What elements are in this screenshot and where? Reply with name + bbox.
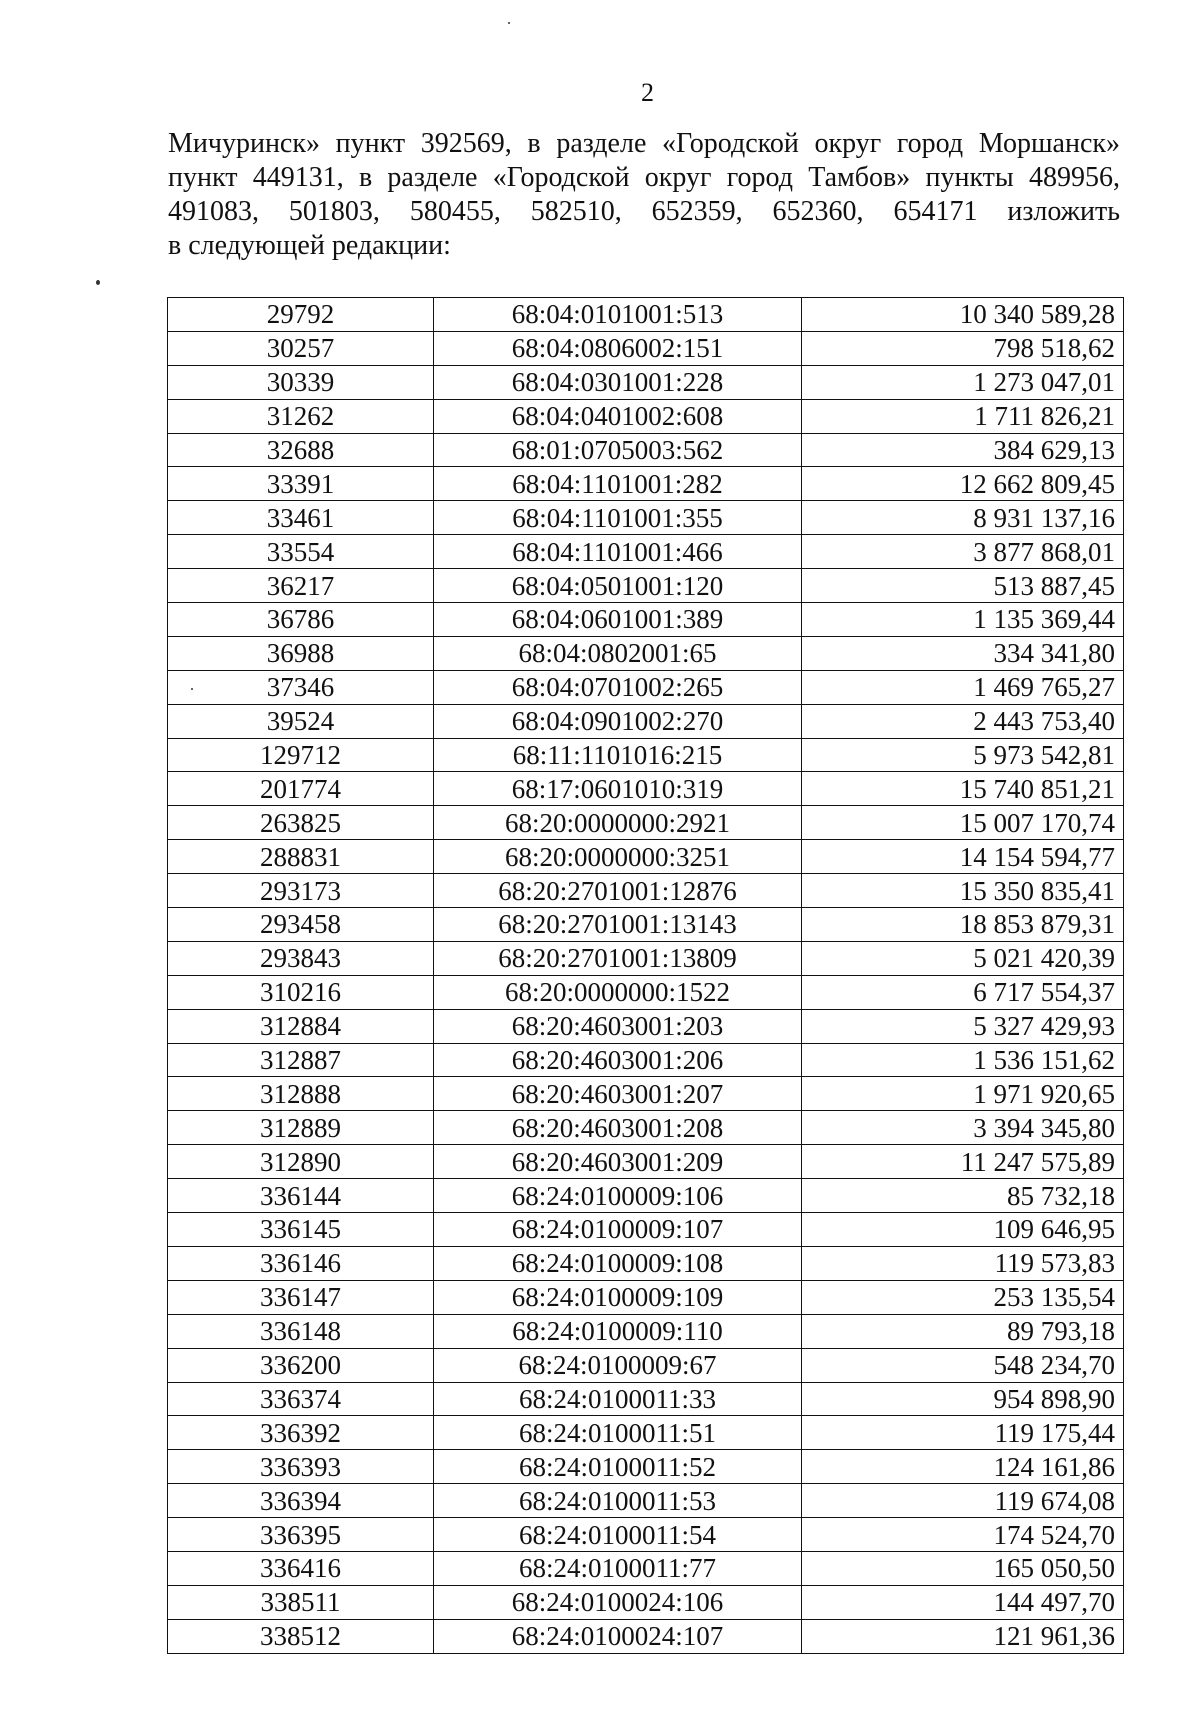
cadastral-value-cell: 119 573,83	[802, 1246, 1124, 1280]
table-row	[168, 1450, 1124, 1484]
row-number-cell: 293843	[168, 941, 434, 975]
row-number-cell: 312889	[168, 1111, 434, 1145]
table-row	[168, 1077, 1124, 1111]
cadastral-number-cell: 68:20:0000000:3251	[434, 840, 802, 874]
row-number-cell: 39524	[168, 704, 434, 738]
cadastral-number-cell: 68:24:0100009:110	[434, 1314, 802, 1348]
table-row	[168, 1518, 1124, 1552]
table-row	[168, 1585, 1124, 1619]
cadastral-value-cell: 15 350 835,41	[802, 874, 1124, 908]
row-number-cell: 30339	[168, 365, 434, 399]
cadastral-value-cell: 3 394 345,80	[802, 1111, 1124, 1145]
row-number-cell: 293458	[168, 908, 434, 942]
table-row	[168, 772, 1124, 806]
row-number-cell: 312884	[168, 1009, 434, 1043]
cadastral-value-cell: 121 961,36	[802, 1619, 1124, 1653]
cadastral-number-cell: 68:04:0101001:513	[434, 298, 802, 332]
cadastral-number-cell: 68:01:0705003:562	[434, 433, 802, 467]
row-number-cell: 336148	[168, 1314, 434, 1348]
row-number-cell: 336146	[168, 1246, 434, 1280]
cadastral-number-cell: 68:20:2701001:13809	[434, 941, 802, 975]
cadastral-number-cell: 68:20:4603001:208	[434, 1111, 802, 1145]
table-row	[168, 704, 1124, 738]
table-row	[168, 874, 1124, 908]
table-row	[168, 670, 1124, 704]
table-row	[168, 331, 1124, 365]
table-row	[168, 738, 1124, 772]
cadastral-number-cell: 68:04:0501001:120	[434, 569, 802, 603]
row-number-cell: 36786	[168, 603, 434, 637]
scan-speck	[508, 22, 510, 24]
table-row	[168, 1280, 1124, 1314]
cadastral-number-cell: 68:24:0100009:107	[434, 1213, 802, 1247]
cadastral-value-cell: 144 497,70	[802, 1585, 1124, 1619]
table-row	[168, 840, 1124, 874]
row-number-cell: 336145	[168, 1213, 434, 1247]
cadastral-number-cell: 68:24:0100009:109	[434, 1280, 802, 1314]
table-row	[168, 399, 1124, 433]
cadastral-number-cell: 68:20:4603001:209	[434, 1145, 802, 1179]
cadastral-number-cell: 68:04:0806002:151	[434, 331, 802, 365]
cadastral-number-cell: 68:24:0100011:52	[434, 1450, 802, 1484]
table-row	[168, 501, 1124, 535]
cadastral-number-cell: 68:20:2701001:13143	[434, 908, 802, 942]
scan-speck	[191, 688, 193, 690]
scan-speck	[96, 280, 100, 285]
row-number-cell: 336200	[168, 1348, 434, 1382]
cadastral-value-table	[167, 297, 1124, 1654]
row-number-cell: 37346	[168, 670, 434, 704]
cadastral-value-cell: 89 793,18	[802, 1314, 1124, 1348]
cadastral-value-cell: 119 175,44	[802, 1416, 1124, 1450]
table-row	[168, 535, 1124, 569]
cadastral-value-cell: 15 740 851,21	[802, 772, 1124, 806]
cadastral-number-cell: 68:24:0100024:106	[434, 1585, 802, 1619]
cadastral-value-cell: 513 887,45	[802, 569, 1124, 603]
cadastral-number-cell: 68:04:0401002:608	[434, 399, 802, 433]
table-row	[168, 975, 1124, 1009]
table-row	[168, 941, 1124, 975]
table-row	[168, 1111, 1124, 1145]
table-row	[168, 1246, 1124, 1280]
cadastral-value-cell: 174 524,70	[802, 1518, 1124, 1552]
cadastral-number-cell: 68:24:0100011:77	[434, 1551, 802, 1585]
cadastral-number-cell: 68:04:0601001:389	[434, 603, 802, 637]
cadastral-number-cell: 68:20:4603001:206	[434, 1043, 802, 1077]
table-row	[168, 1179, 1124, 1213]
cadastral-value-cell: 1 536 151,62	[802, 1043, 1124, 1077]
cadastral-value-cell: 14 154 594,77	[802, 840, 1124, 874]
intro-paragraph	[168, 127, 1120, 263]
row-number-cell: 32688	[168, 433, 434, 467]
table-row	[168, 467, 1124, 501]
cadastral-value-cell: 1 711 826,21	[802, 399, 1124, 433]
table-row	[168, 1619, 1124, 1653]
row-number-cell: 263825	[168, 806, 434, 840]
cadastral-value-cell: 8 931 137,16	[802, 501, 1124, 535]
table-row	[168, 1416, 1124, 1450]
cadastral-value-cell: 384 629,13	[802, 433, 1124, 467]
row-number-cell: 312888	[168, 1077, 434, 1111]
row-number-cell: 336144	[168, 1179, 434, 1213]
table-row	[168, 908, 1124, 942]
cadastral-number-cell: 68:20:0000000:1522	[434, 975, 802, 1009]
row-number-cell: 336393	[168, 1450, 434, 1484]
cadastral-number-cell: 68:24:0100011:51	[434, 1416, 802, 1450]
table-row	[168, 1551, 1124, 1585]
cadastral-number-cell: 68:24:0100011:53	[434, 1484, 802, 1518]
row-number-cell: 312890	[168, 1145, 434, 1179]
cadastral-value-cell: 5 973 542,81	[802, 738, 1124, 772]
cadastral-value-cell: 1 273 047,01	[802, 365, 1124, 399]
cadastral-value-cell: 124 161,86	[802, 1450, 1124, 1484]
table-row	[168, 1009, 1124, 1043]
row-number-cell: 201774	[168, 772, 434, 806]
row-number-cell: 36217	[168, 569, 434, 603]
cadastral-number-cell: 68:04:1101001:355	[434, 501, 802, 535]
cadastral-number-cell: 68:04:0701002:265	[434, 670, 802, 704]
row-number-cell: 33554	[168, 535, 434, 569]
table-row	[168, 1348, 1124, 1382]
cadastral-number-cell: 68:04:0301001:228	[434, 365, 802, 399]
cadastral-value-cell: 119 674,08	[802, 1484, 1124, 1518]
cadastral-number-cell: 68:11:1101016:215	[434, 738, 802, 772]
row-number-cell: 31262	[168, 399, 434, 433]
row-number-cell: 36988	[168, 636, 434, 670]
cadastral-value-cell: 11 247 575,89	[802, 1145, 1124, 1179]
table-row	[168, 1213, 1124, 1247]
cadastral-value-cell: 15 007 170,74	[802, 806, 1124, 840]
row-number-cell: 288831	[168, 840, 434, 874]
cadastral-value-cell: 334 341,80	[802, 636, 1124, 670]
cadastral-value-cell: 18 853 879,31	[802, 908, 1124, 942]
row-number-cell: 310216	[168, 975, 434, 1009]
cadastral-value-cell: 12 662 809,45	[802, 467, 1124, 501]
cadastral-value-cell: 1 469 765,27	[802, 670, 1124, 704]
cadastral-number-cell: 68:24:0100011:54	[434, 1518, 802, 1552]
intro-line-2: пункт 449131, в разделе «Городской округ город Тамбов» пункты 489956,	[168, 162, 1120, 193]
table-row	[168, 636, 1124, 670]
cadastral-value-cell: 798 518,62	[802, 331, 1124, 365]
row-number-cell: 29792	[168, 298, 434, 332]
cadastral-number-cell: 68:24:0100009:67	[434, 1348, 802, 1382]
row-number-cell: 129712	[168, 738, 434, 772]
cadastral-value-cell: 2 443 753,40	[802, 704, 1124, 738]
cadastral-value-cell: 253 135,54	[802, 1280, 1124, 1314]
page-number: 2	[641, 78, 654, 107]
cadastral-number-cell: 68:24:0100011:33	[434, 1382, 802, 1416]
cadastral-value-cell: 548 234,70	[802, 1348, 1124, 1382]
table-row	[168, 569, 1124, 603]
cadastral-number-cell: 68:04:0901002:270	[434, 704, 802, 738]
cadastral-value-cell: 85 732,18	[802, 1179, 1124, 1213]
intro-line-3: 491083, 501803, 580455, 582510, 652359, 652360, 654171 изложить	[168, 196, 1120, 227]
cadastral-number-cell: 68:24:0100024:107	[434, 1619, 802, 1653]
row-number-cell: 33391	[168, 467, 434, 501]
table-row	[168, 365, 1124, 399]
table-row	[168, 1314, 1124, 1348]
table-row	[168, 1382, 1124, 1416]
cadastral-value-cell: 1 971 920,65	[802, 1077, 1124, 1111]
row-number-cell: 336392	[168, 1416, 434, 1450]
cadastral-number-cell: 68:17:0601010:319	[434, 772, 802, 806]
cadastral-value-cell: 3 877 868,01	[802, 535, 1124, 569]
table-row	[168, 1484, 1124, 1518]
cadastral-value-cell: 954 898,90	[802, 1382, 1124, 1416]
row-number-cell: 338511	[168, 1585, 434, 1619]
table-row	[168, 603, 1124, 637]
row-number-cell: 336394	[168, 1484, 434, 1518]
row-number-cell: 336147	[168, 1280, 434, 1314]
cadastral-value-cell: 109 646,95	[802, 1213, 1124, 1247]
cadastral-number-cell: 68:24:0100009:106	[434, 1179, 802, 1213]
cadastral-number-cell: 68:04:1101001:282	[434, 467, 802, 501]
table-row	[168, 298, 1124, 332]
cadastral-value-cell: 10 340 589,28	[802, 298, 1124, 332]
cadastral-value-cell: 5 327 429,93	[802, 1009, 1124, 1043]
row-number-cell: 336374	[168, 1382, 434, 1416]
cadastral-number-cell: 68:24:0100009:108	[434, 1246, 802, 1280]
table-row	[168, 1043, 1124, 1077]
row-number-cell: 293173	[168, 874, 434, 908]
row-number-cell: 336416	[168, 1551, 434, 1585]
row-number-cell: 312887	[168, 1043, 434, 1077]
cadastral-number-cell: 68:20:4603001:203	[434, 1009, 802, 1043]
row-number-cell: 338512	[168, 1619, 434, 1653]
table-body	[168, 298, 1124, 1654]
cadastral-number-cell: 68:20:0000000:2921	[434, 806, 802, 840]
table-row	[168, 806, 1124, 840]
cadastral-number-cell: 68:04:0802001:65	[434, 636, 802, 670]
intro-line-1: Мичуринск» пункт 392569, в разделе «Городской округ город Моршанск»	[168, 128, 1120, 159]
cadastral-value-cell: 165 050,50	[802, 1551, 1124, 1585]
row-number-cell: 336395	[168, 1518, 434, 1552]
table-row	[168, 1145, 1124, 1179]
cadastral-number-cell: 68:20:2701001:12876	[434, 874, 802, 908]
cadastral-number-cell: 68:20:4603001:207	[434, 1077, 802, 1111]
cadastral-value-cell: 1 135 369,44	[802, 603, 1124, 637]
cadastral-value-cell: 5 021 420,39	[802, 941, 1124, 975]
cadastral-number-cell: 68:04:1101001:466	[434, 535, 802, 569]
cadastral-value-cell: 6 717 554,37	[802, 975, 1124, 1009]
row-number-cell: 30257	[168, 331, 434, 365]
table-row	[168, 433, 1124, 467]
intro-line-4: в следующей редакции:	[168, 230, 451, 261]
row-number-cell: 33461	[168, 501, 434, 535]
